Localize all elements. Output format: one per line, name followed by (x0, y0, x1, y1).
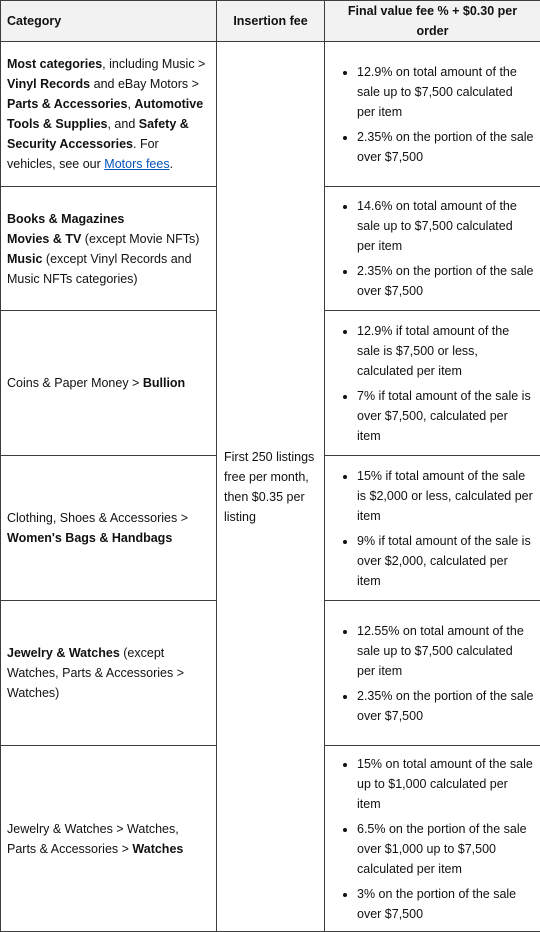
final-value-fee-cell (325, 187, 540, 311)
category-cell (1, 456, 217, 601)
category-cell (1, 311, 217, 456)
fee-item: • 2.35% on the portion of the sale over $7,500 (357, 261, 534, 301)
fee-list (331, 196, 534, 301)
category-text: Coins & Paper Money > (7, 376, 143, 390)
category-text: (except Vinyl Records and Music NFTs categories) (7, 252, 192, 286)
header-insertion-fee: Insertion fee (217, 1, 325, 42)
category-bold: Bullion (143, 376, 185, 390)
table-row (1, 42, 540, 187)
header-row (1, 1, 540, 42)
final-value-fee-cell (325, 311, 540, 456)
final-value-fee-cell (325, 456, 540, 601)
category-bold: Women's Bags & Handbags (7, 531, 172, 545)
category-bold: Vinyl Records (7, 77, 90, 91)
category-text: (except Movie NFTs) (81, 232, 199, 246)
fee-list (331, 466, 534, 591)
category-cell (1, 187, 217, 311)
fee-item: • 15% if total amount of the sale is $2,000 or less, calculated per item (357, 466, 534, 526)
final-value-fee-cell (325, 601, 540, 746)
category-text: and eBay Motors > (90, 77, 199, 91)
category-bold: Books & Magazines (7, 212, 124, 226)
category-bold: Safety & Security Accessories (7, 117, 189, 151)
header-category: Category (1, 1, 217, 42)
category-text: , (127, 97, 134, 111)
final-value-fee-cell (325, 42, 540, 187)
category-text: . (170, 157, 173, 171)
category-text: Clothing, Shoes & Accessories > (7, 511, 188, 525)
category-bold: Jewelry & Watches (7, 646, 120, 660)
category-bold: Parts & Accessories (7, 97, 127, 111)
insertion-fee-cell: First 250 listings free per month, then $0.35 per listing (217, 42, 325, 932)
category-bold: Movies & TV (7, 232, 81, 246)
final-value-fee-cell (325, 746, 540, 932)
category-text: (except Watches, Parts & Accessories > Watches) (7, 646, 184, 700)
fee-item: • 2.35% on the portion of the sale over $7,500 (357, 127, 534, 167)
fee-item: • 14.6% on total amount of the sale up to $7,500 calculated per item (357, 196, 534, 256)
fee-list (331, 62, 534, 167)
fee-item: • 3% on the portion of the sale over $7,500 (357, 884, 534, 924)
fee-list (331, 754, 534, 924)
header-final-value-fee: Final value fee % + $0.30 per order (325, 1, 540, 42)
fee-item: • 7% if total amount of the sale is over $7,500, calculated per item (357, 386, 534, 446)
fee-item: • 9% if total amount of the sale is over $2,000, calculated per item (357, 531, 534, 591)
category-bold: Most categories (7, 57, 102, 71)
fee-item: • 12.9% if total amount of the sale is $7,500 or less, calculated per item (357, 321, 534, 381)
category-text: , including Music > (102, 57, 205, 71)
fee-item: • 2.35% on the portion of the sale over $7,500 (357, 686, 534, 726)
category-bold: Automotive Tools & Supplies (7, 97, 203, 131)
category-bold: Music (7, 252, 42, 266)
fee-list (331, 621, 534, 726)
fee-item: • 15% on total amount of the sale up to $1,000 calculated per item (357, 754, 534, 814)
category-cell (1, 746, 217, 932)
category-text: Jewelry & Watches > Watches, Parts & Accessories > (7, 822, 179, 856)
category-text: , and (107, 117, 138, 131)
fee-item: • 12.55% on total amount of the sale up to $7,500 calculated per item (357, 621, 534, 681)
fee-item: • 6.5% on the portion of the sale over $1,000 up to $7,500 calculated per item (357, 819, 534, 879)
category-text: . For vehicles, see our (7, 137, 159, 171)
motors-fees-link[interactable]: Motors fees (104, 157, 169, 171)
fee-list (331, 321, 534, 446)
category-bold: Watches (132, 842, 183, 856)
category-cell (1, 601, 217, 746)
fee-item: • 12.9% on total amount of the sale up to $7,500 calculated per item (357, 62, 534, 122)
category-cell (1, 42, 217, 187)
